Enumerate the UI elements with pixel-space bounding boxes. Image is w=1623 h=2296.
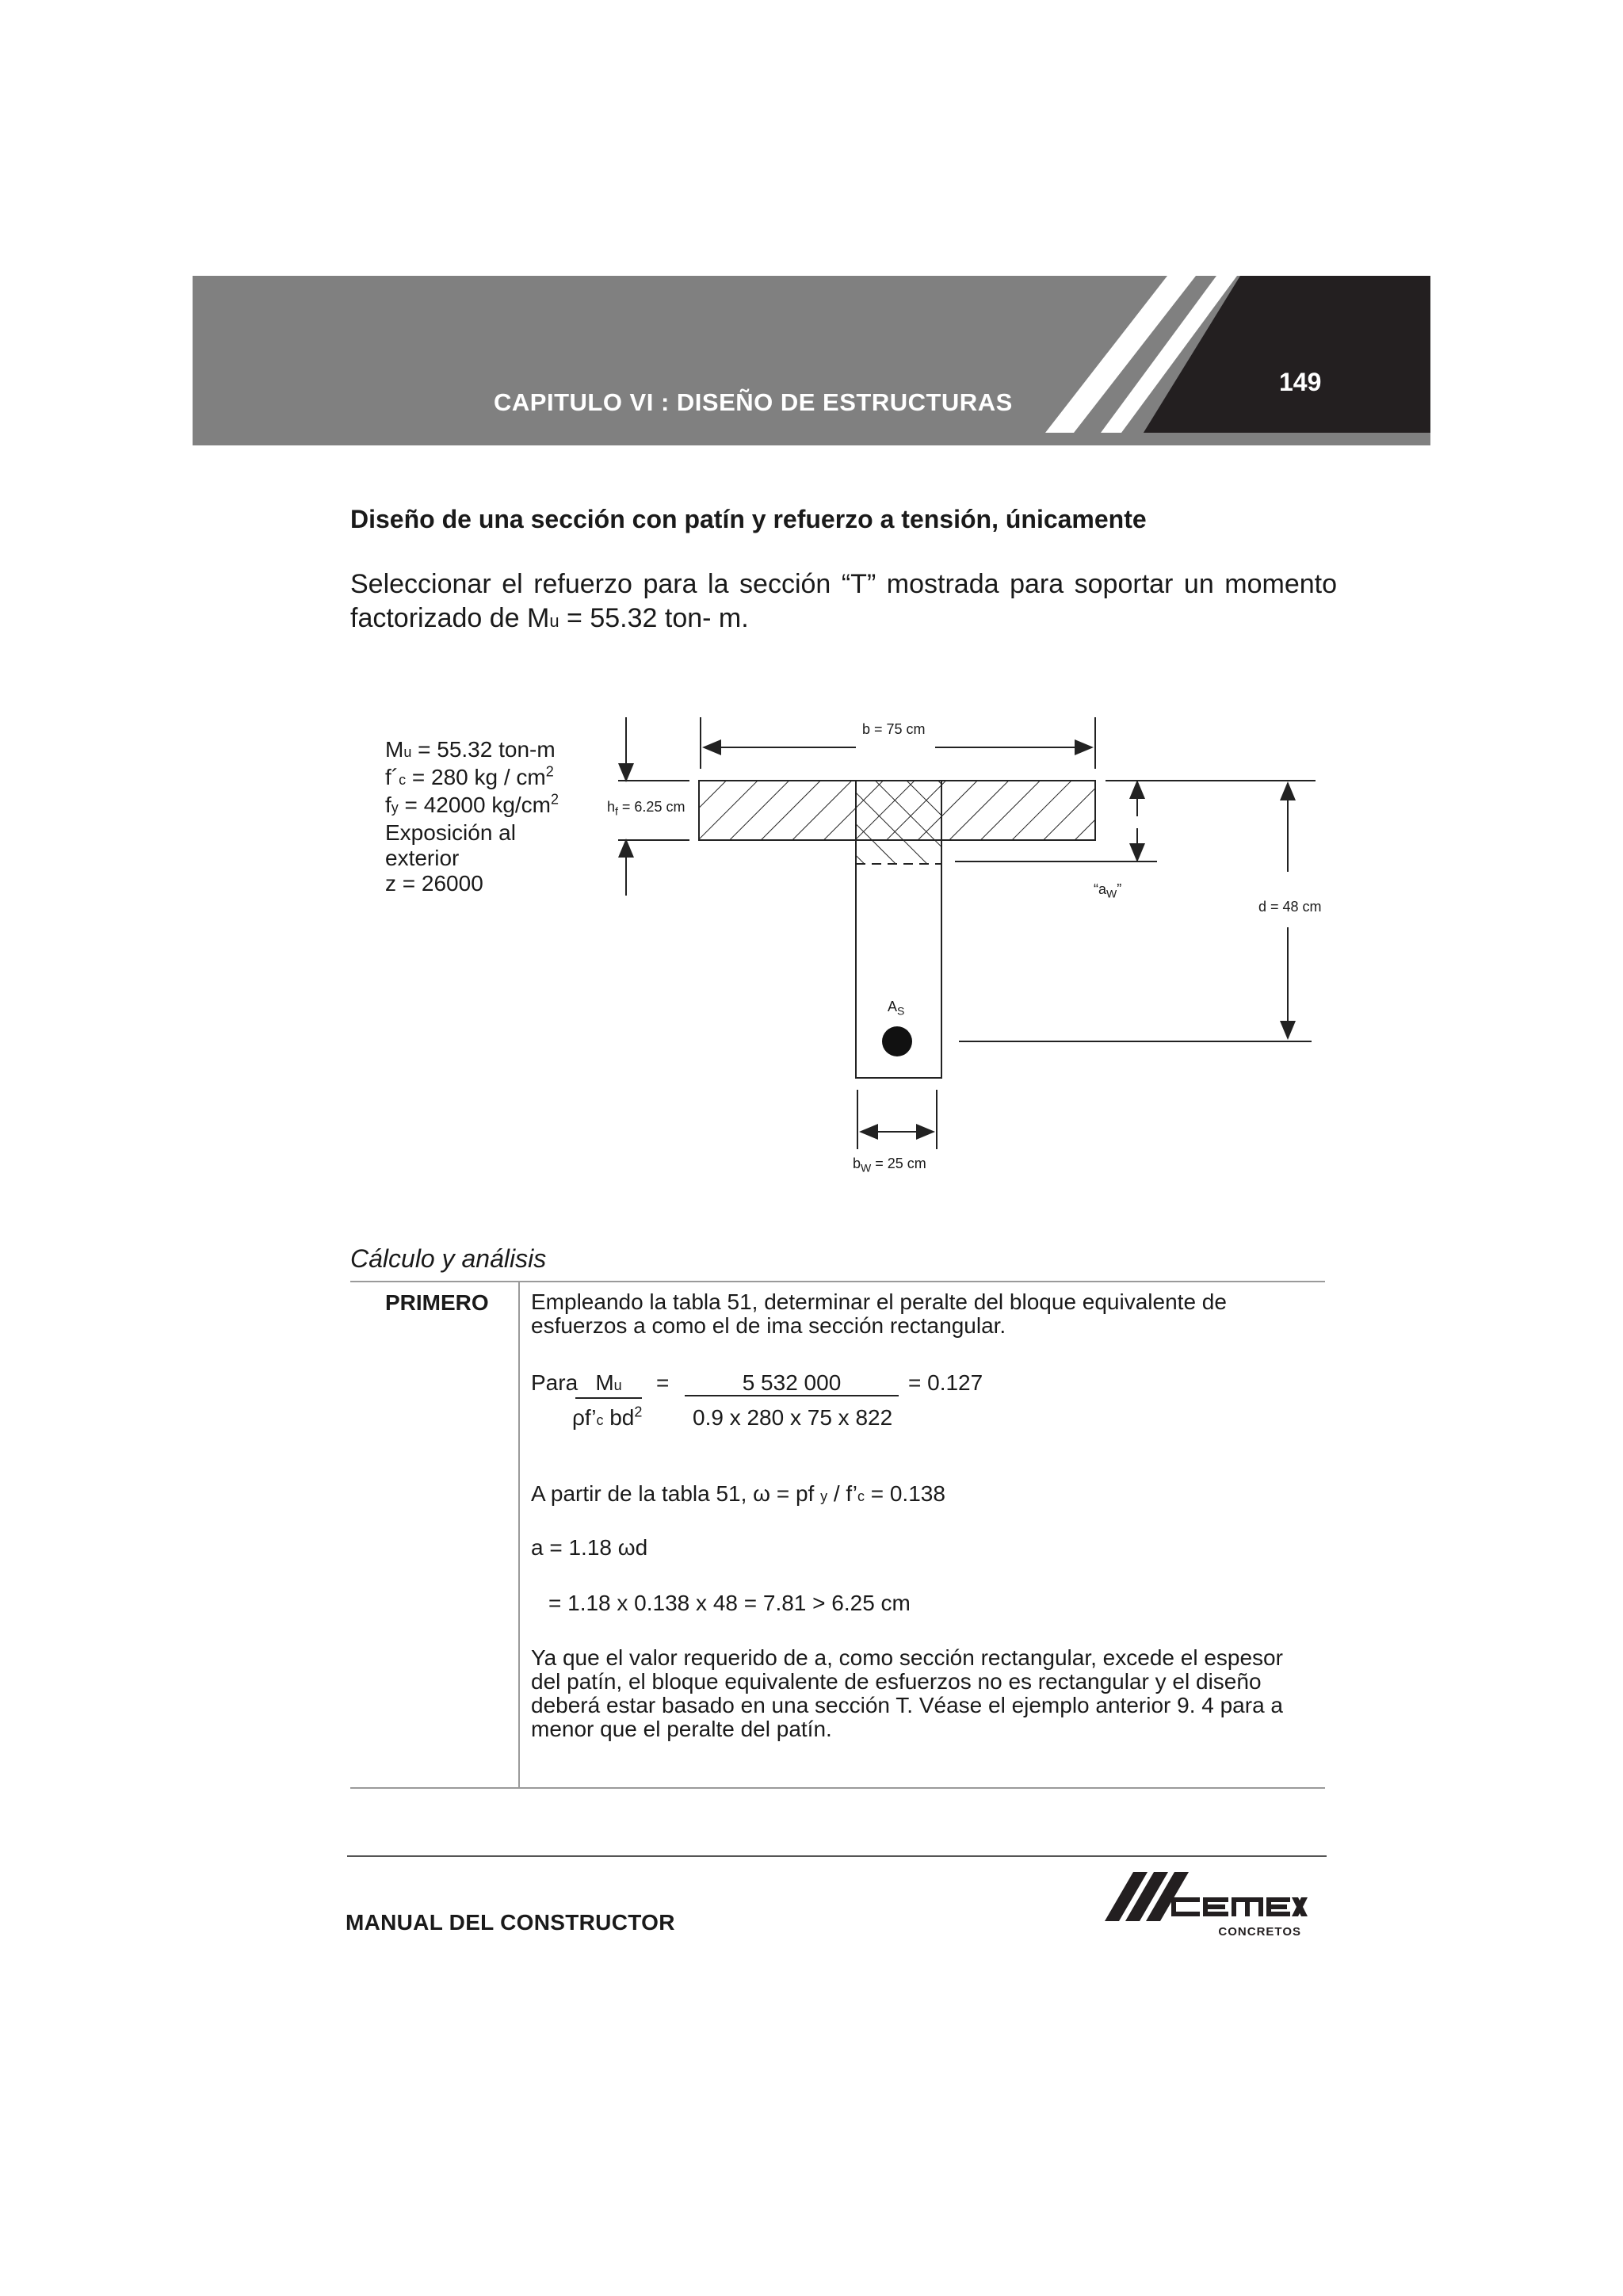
- label-b: b = 75 cm: [862, 721, 926, 737]
- step-text-omega: A partir de la tabla 51, ω = pf y / f’c = 0.138: [531, 1481, 945, 1506]
- label-bw: $b_W = 25$ cm: [853, 1156, 926, 1175]
- chapter-title: CAPITULO VI : DISEÑO DE ESTRUCTURAS: [494, 388, 1013, 416]
- label-d: d = 48 cm: [1258, 899, 1322, 915]
- step-text-a-result: = 1.18 x 0.138 x 48 = 7.81 > 6.25 cm: [548, 1591, 911, 1615]
- table-top-rule: [350, 1281, 1325, 1282]
- label-hf: $h_f = 6.25$ cm: [607, 799, 685, 818]
- step-label: PRIMERO: [385, 1290, 489, 1315]
- step-text-conclusion: Ya que el valor requerido de a, como sección rectangular, excede el espesor del patín, el bloque equivalente de esfuerzos no es rectangular y el diseño deberá estar basado en una sección T. Véase el ejemplo anterior 9. 4 para a menor que el peralte del patín.: [531, 1645, 1283, 1741]
- table-bottom-rule: [350, 1787, 1325, 1789]
- ratio-formula: Para Mu ρf’c $bd^2$ = 5 532 000 0.9 x 280 x 75 x 822 = 0.127: [531, 1370, 983, 1430]
- problem-statement: Seleccionar el refuerzo para la sección “T” mostrada para soportar un momento factorizado de Mu = 55.32 ton- m.: [350, 569, 1337, 633]
- param-z: z = 26000: [385, 871, 483, 896]
- page-number: 149: [1279, 368, 1322, 396]
- param-fc: f´c = 280 kg / $cm^2$: [385, 763, 554, 789]
- cemex-logo: [1102, 1872, 1308, 1943]
- t-section-diagram: [0, 697, 1623, 1189]
- param-exposure-1: Exposición al: [385, 820, 516, 845]
- step-text-1: Empleando la tabla 51, determinar el peralte del bloque equivalente de esfuerzos a como el de ima sección rectangular.: [531, 1289, 1227, 1338]
- section-title: Diseño de una sección con patín y refuerzo a tensión, únicamente: [350, 505, 1147, 533]
- chapter-header-band: [193, 276, 1430, 445]
- param-fy: fy = 42000 $kg/cm^2$: [385, 791, 559, 817]
- svg-text:CONCRETOS: CONCRETOS: [1218, 1925, 1301, 1939]
- footer-rule: [347, 1855, 1327, 1857]
- param-exposure-2: exterior: [385, 846, 460, 870]
- manual-title: MANUAL DEL CONSTRUCTOR: [346, 1910, 675, 1935]
- table-column-divider: [518, 1282, 520, 1787]
- label-aw: “$a_W$”: [1094, 881, 1122, 900]
- rebar-circle: [882, 1026, 912, 1056]
- label-as: $A_S$: [888, 999, 905, 1018]
- param-mu: Mu = 55.32 ton-m: [385, 737, 556, 762]
- step-text-a-formula: a = 1.18 ωd: [531, 1535, 648, 1560]
- calc-heading: Cálculo y análisis: [350, 1244, 547, 1273]
